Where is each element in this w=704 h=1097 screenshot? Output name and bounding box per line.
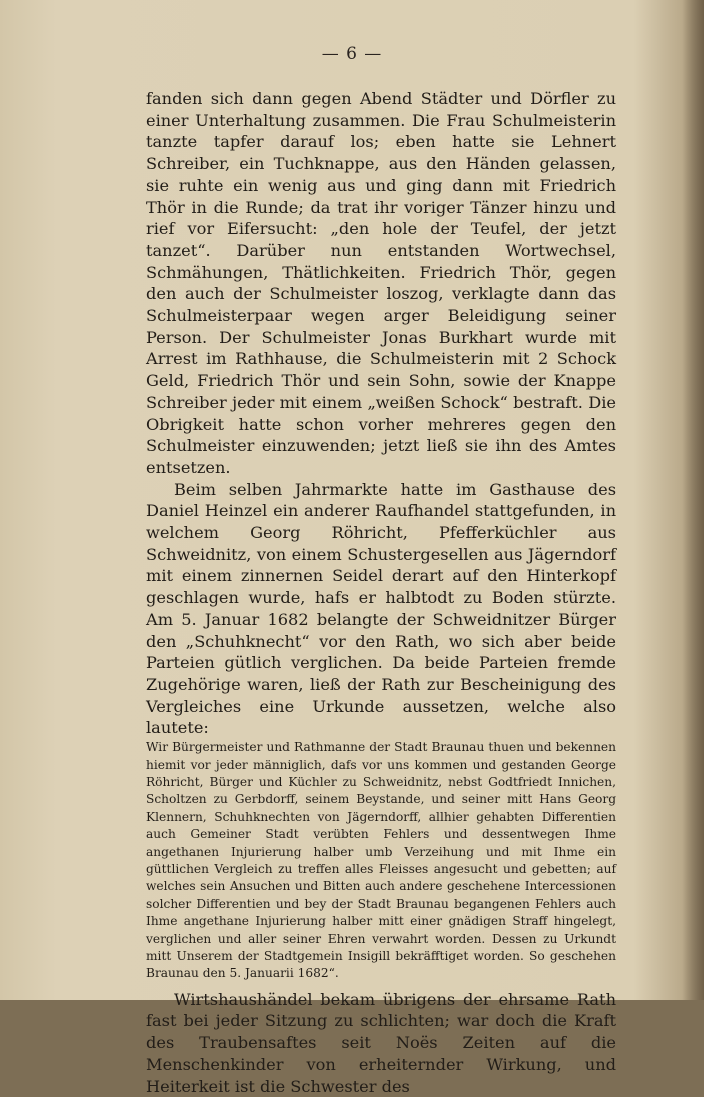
page-number: — 6 — bbox=[321, 44, 383, 64]
paragraph-1: fanden sich dann gegen Abend Städter und Dörfler zu einer Unterhaltung zusammen. Die Frau Schulmeisterin tanzte tapfer darauf los; eben hatte sie Lehnert Schreiber, ein Tuchknappe, aus den Händen gelassen, sie ruhte ein wenig aus und ging dann mit Friedrich Thör in die Runde; da trat ihr voriger Tänzer hinzu und rief vor Eifersucht: „den hole der Teufel, der jetzt tanzet“. Darüber nun entstanden Wortwechsel, Schmähungen, Thätlichkeiten. Friedrich Thör, gegen den auch der Schulmeister loszog, verklagte dann das Schulmeisterpaar wegen arger Beleidigung seiner Person. Der Schulmeister Jonas Burkhart wurde mit Arrest im Rathhause, die Schulmeisterin mit 2 Schock Geld, Friedrich Thör und sein Sohn, sowie der Knappe Schreiber jeder mit einem „weißen Schock“ bestraft. Die Obrigkeit hatte schon vorher mehreres gegen den Schulmeister einzuwenden; jetzt ließ sie ihn des Amtes entsetzen. bbox=[146, 89, 616, 477]
page-body bbox=[146, 88, 616, 1097]
document-quote: Wir Bürgermeister und Rathmanne der Stadt Braunau thuen und bekennen hiemit vor jeder männiglich, dafs vor uns kommen und gestanden George Röhricht, Bürger und Küchler zu Schweidnitz, nebst Godtfriedt Innichen, Scholtzen zu Gerbdorff, seinem Beystande, und seiner mitt Hans Georg Klennern, Schuhknechten von Jägerndorff, allhier gehabten Differentien auch Gemeiner Stadt verübten Fehlers und dessentwegen Ihme angethanen Injurierung halber umb Verzeihung und mit Ihme ein güttlichen Vergleich zu treffen alles Fleisses angesucht und gebetten; auf welches sein Ansuchen und Bitten auch andere geschehene Intercessionen solcher Differentien und bey der Stadt Braunau begangenen Fehlers auch Ihme angethane Injurierung halber mitt einer gnädigen Straff hingelegt, verglichen und aller seiner Ehren verwahrt worden. Dessen zu Urkundt mitt Unserem der Stadtgemein Insigill bekräfftiget worden. So geschehen Braunau den 5. Januarii 1682“. bbox=[146, 740, 616, 981]
paragraph-2: Beim selben Jahrmarkte hatte im Gasthause des Daniel Heinzel ein anderer Raufhandel stattgefunden, in welchem Georg Röhricht, Pfefferküchler aus Schweidnitz, von einem Schustergesellen aus Jägerndorf mit einem zinnernen Seidel derart auf den Hinterkopf geschlagen wurde, hafs er halbtodt zu Boden stürzte. Am 5. Januar 1682 belangte der Schweidnitzer Bürger den „Schuhknecht“ vor den Rath, wo sich aber beide Parteien gütlich verglichen. Da beide Parteien fremde Zugehörige waren, ließ der Rath zur Bescheinigung des Vergleiches eine Urkunde aussetzen, welche also lautete: bbox=[146, 479, 616, 738]
page-fold-shadow bbox=[682, 0, 704, 1000]
paragraph-3: Wirtshaushändel bekam übrigens der ehrsame Rath fast bei jeder Sitzung zu schlichten; war doch die Kraft des Traubensaftes seit Noës Zeiten auf die Menschenkinder von erheiternder Wirkung, und Heiterkeit ist die Schwester des bbox=[146, 989, 616, 1096]
